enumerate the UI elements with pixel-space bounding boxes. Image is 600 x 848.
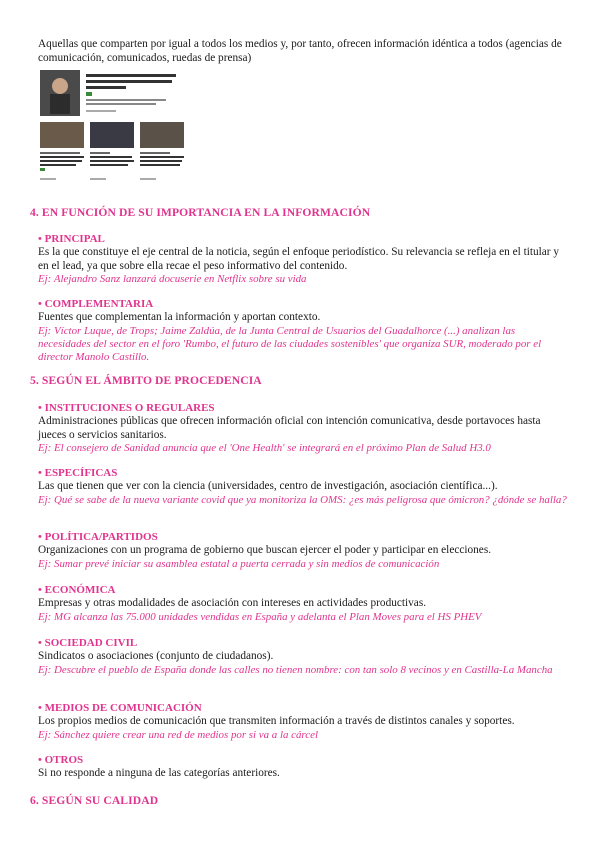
item-text: Empresas y otras modalidades de asociación con intereses en actividades productivas. [38,597,427,609]
item-example: Ej: Sumar prevé iniciar su asamblea estatal a puerta cerrada y sin medios de comunicación [38,557,440,570]
item-example: Ej: Alejandro Sanz lanzará docuserie en Netflix sobre su vida [38,273,307,285]
item-text: Si no responde a ninguna de las categorías anteriores. [38,767,280,779]
item-example: Ej: Sánchez quiere crear una red de medios por si va a la cárcel [38,728,318,741]
item-example: Ej: El consejero de Sanidad anuncia que el 'One Health' se integrará en el próximo Plan de Salud H3.0 [38,442,491,454]
item-heading: • INSTITUCIONES O REGULARES [38,402,215,414]
item-text: Las que tienen que ver con la ciencia (universidades, centro de investigación, asociación científica...). [38,480,498,492]
item-text: Sindicatos o asociaciones (conjunto de ciudadanos). [38,650,274,662]
item-text: Los propios medios de comunicación que transmiten información a través de distintos canales y soportes. [38,715,515,727]
item-sociedad-civil [38,636,570,677]
item-example: Ej: Qué se sabe de la nueva variante covid que ya monitoriza la OMS: ¿es más peligrosa que ómicron? ¿dónde se halla? [38,493,567,506]
item-heading: • MEDIOS DE COMUNICACIÓN [38,702,202,714]
item-otros [38,753,570,781]
news-results-thumbnail [38,68,188,188]
item-heading: • ESPECÍFICAS [38,467,118,479]
item-politica [38,530,570,571]
item-heading: • POLÍTICA/PARTIDOS [38,531,158,543]
intro-paragraph: Aquellas que comparten por igual a todos los medios y, por tanto, ofrecen información idéntica a todos (agencias de comunicación, comunicados, ruedas de prensa) [38,38,562,64]
item-text: Organizaciones con un programa de gobierno que buscan ejercer el poder y participar en elecciones. [38,544,492,556]
item-heading: • OTROS [38,754,84,766]
section-5-title: 5. SEGÚN EL ÁMBITO DE PROCEDENCIA [30,374,262,387]
item-example: Ej: Víctor Luque, de Trops; Jaime Zaldúa, de la Junta Central de Usuarios del Guadalhorce (...) analizan las necesidades del sector en el foro 'Rumbo, el futuro de las ciudades sostenibles' que organiza SUR, moderado por el director Manolo Castillo. [38,324,542,363]
section-4-title: 4. EN FUNCIÓN DE SU IMPORTANCIA EN LA INFORMACIÓN [30,206,371,219]
item-principal [38,232,570,286]
item-heading: • SOCIEDAD CIVIL [38,637,138,649]
item-example: Ej: MG alcanza las 75.000 unidades vendidas en España y adelanta el Plan Moves para el HS PHEV [38,610,482,623]
item-text: Es la que constituye el eje central de la noticia, según el enfoque periodístico. Su relevancia se refleja en el titular y en el lead, ya que sobre ella recae el peso informativo del contenido. [38,246,560,272]
item-example: Ej: Descubre el pueblo de España donde las calles no tienen nombre: con tan solo 8 vecinos y en Castilla-La Mancha [38,663,553,676]
item-text: Fuentes que complementan la información y aportan contexto. [38,311,321,323]
section-6-title: 6. SEGÚN SU CALIDAD [30,794,159,807]
item-especificas [38,466,570,507]
item-economica [38,583,570,624]
item-heading: • PRINCIPAL [38,233,105,245]
item-heading: • ECONÓMICA [38,584,116,596]
item-heading: • COMPLEMENTARIA [38,298,154,310]
item-medios [38,701,570,742]
item-instituciones [38,401,570,455]
item-complementaria [38,297,570,364]
item-text: Administraciones públicas que ofrecen información oficial con intención comunicativa, desde portavoces hasta jueces o servicios sanitarios. [38,415,541,441]
